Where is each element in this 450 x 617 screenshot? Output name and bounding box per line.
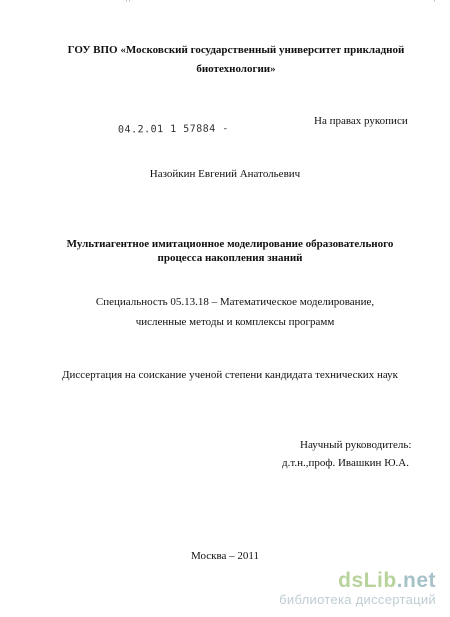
dslib-watermark	[279, 570, 436, 607]
supervisor-label: Научный руководитель:	[300, 439, 412, 451]
place-and-year: Москва – 2011	[190, 550, 260, 562]
scan-edge-mark: '	[434, 0, 436, 7]
scan-edge-mark: ' '	[126, 0, 131, 7]
watermark-subtitle: библиотека диссертаций	[279, 592, 436, 607]
watermark-logo: dsLib.net	[338, 569, 436, 592]
specialty-line-2: численные методы и комплексы программ	[135, 316, 335, 328]
specialty-line-1: Специальность 05.13.18 – Математическое моделирование,	[95, 296, 375, 308]
author-name: Назойкин Евгений Анатольевич	[149, 168, 301, 180]
dissertation-title-line-1: Мультиагентное имитационное моделирование образовательного	[66, 238, 394, 250]
organization-line-2: биотехнологии»	[196, 63, 276, 75]
organization-line-1: ГОУ ВПО «Московский государственный университет прикладной	[67, 44, 405, 56]
supervisor-name: д.т.н.,проф. Ивашкин Ю.А.	[282, 457, 409, 469]
rights-note: На правах рукописи	[314, 115, 408, 127]
archive-stamp: 04.2.01 1 57884 -	[117, 123, 229, 136]
degree-statement: Диссертация на соискание ученой степени кандидата технических наук	[62, 369, 398, 381]
dissertation-title-line-2: процесса накопления знаний	[157, 252, 303, 264]
